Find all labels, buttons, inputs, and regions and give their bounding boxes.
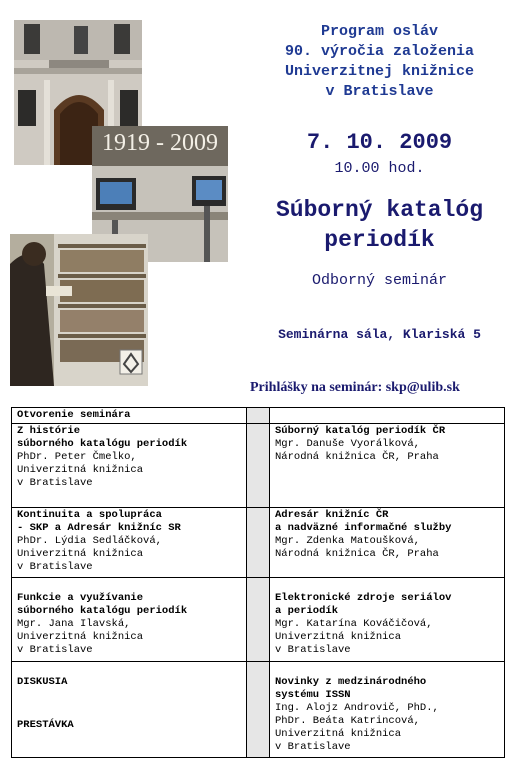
program-line: v Bratislave [325,83,434,100]
program-heading [240,22,519,102]
program-table [11,407,505,758]
speaker-line: Mgr. Danuše Vyorálková, [275,438,420,450]
opening-cell: Otvorenie seminára [12,408,247,424]
event-date: 7. 10. 2009 [306,130,453,155]
speaker-line: Národná knižnica ČR, Praha [275,548,439,560]
speaker-line: v Bratislave [17,561,93,573]
session-cell [12,578,247,662]
session-cell [270,424,505,508]
session-title: Z histórie [17,425,81,437]
speaker-line: Ing. Alojz Androvič, PhD., [275,702,439,714]
session-cell [270,578,505,662]
title-line: periodík [324,227,435,253]
library-shelves-photo [10,234,148,386]
program-line: Program osláv [320,23,439,40]
registration-info: Prihlášky na seminár: skp@ulib.sk [250,380,460,395]
gap-cell [247,508,270,578]
table-row [12,408,505,424]
session-cell [12,508,247,578]
session-title: a periodík [275,605,339,617]
discussion-label: DISKUSIA [17,676,68,688]
session-title: súborného katalógu periodík [17,438,188,450]
table-row [12,662,505,758]
session-title: súborného katalógu periodík [17,605,188,617]
gap-cell [247,662,270,758]
speaker-line: Mgr. Katarína Kováčičová, [275,618,433,630]
seminar-subtitle: Odborný seminár [311,272,448,289]
speaker-line: PhDr. Lýdia Sedláčková, [17,535,162,547]
photo-collage [0,0,240,400]
session-cell [12,424,247,508]
session-title: Elektronické zdroje seriálov [275,592,452,604]
session-title: systému ISSN [275,689,351,701]
event-time: 10.00 hod. [334,160,425,177]
speaker-line: v Bratislave [275,644,351,656]
session-title: Novinky z medzinárodného [275,676,427,688]
session-title: Súborný katalóg periodík ČR [275,425,446,437]
speaker-line: v Bratislave [275,741,351,753]
speaker-line: Univerzitná knižnica [17,464,144,476]
break-label: PRESTÁVKA [17,719,74,731]
venue: Seminárna sála, Klariská 5 [278,327,481,342]
gap-cell [247,408,270,424]
speaker-line: Mgr. Zdenka Matoušková, [275,535,420,547]
speaker-line: Mgr. Jana Ilavská, [17,618,131,630]
session-cell [270,662,505,758]
table-row [12,508,505,578]
session-title: a nadväzné informačné služby [275,522,452,534]
speaker-line: Národná knižnica ČR, Praha [275,451,439,463]
years-caption: 1919 - 2009 [102,130,218,156]
program-line: Univerzitnej knižnice [284,63,475,80]
session-cell [12,662,247,758]
speaker-line: PhDr. Beáta Katrincová, [275,715,420,727]
title-line: Súborný katalóg [275,197,484,223]
table-row [12,424,505,508]
speaker-line: Univerzitná knižnica [275,728,402,740]
session-title: Adresár knižníc ČR [275,509,389,521]
gap-cell [247,578,270,662]
speaker-line: Univerzitná knižnica [17,631,144,643]
gap-cell [247,424,270,508]
speaker-line: PhDr. Peter Čmelko, [17,451,137,463]
speaker-line: v Bratislave [17,644,93,656]
session-cell [270,508,505,578]
seminar-title [240,195,519,255]
speaker-line: v Bratislave [17,477,93,489]
empty-cell [270,408,505,424]
program-line: 90. výročia založenia [284,43,475,60]
session-title: Kontinuita a spolupráca [17,509,162,521]
session-title: - SKP a Adresár knižníc SR [17,522,181,534]
speaker-line: Univerzitná knižnica [17,548,144,560]
session-title: Funkcie a využívanie [17,592,144,604]
speaker-line: Univerzitná knižnica [275,631,402,643]
table-row [12,578,505,662]
